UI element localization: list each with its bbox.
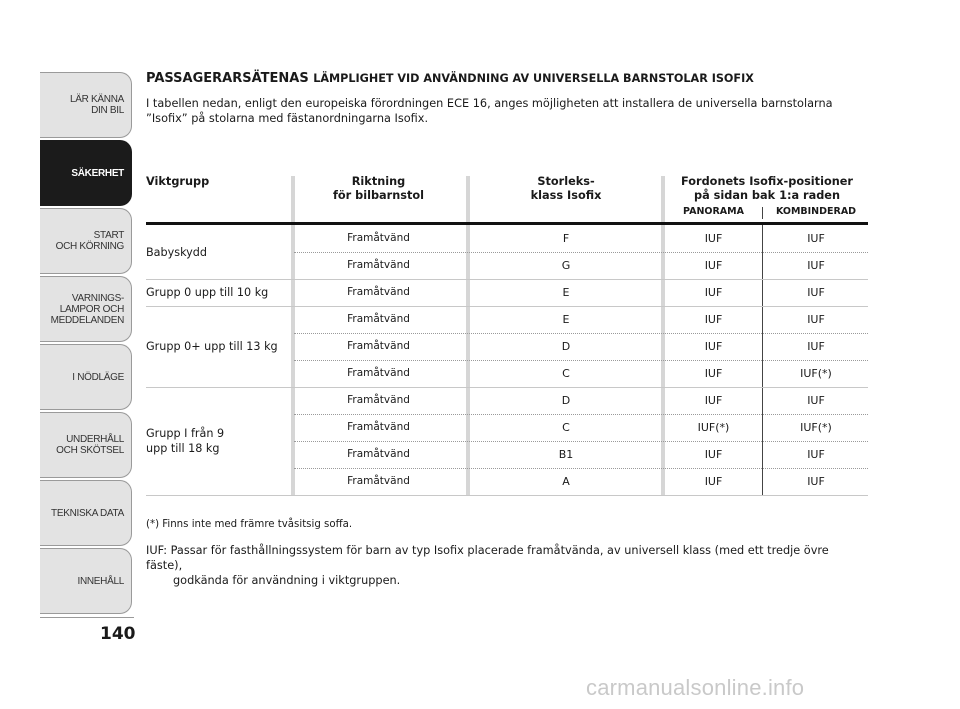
size-class-cell: B1	[558, 448, 574, 461]
weight-group-label: Grupp 0+ upp till 13 kg	[146, 340, 278, 353]
panorama-cell: IUF	[704, 394, 723, 407]
kombinderad-cell: IUF(*)	[800, 367, 832, 380]
header-storleksklass: Storleks- klass Isofix	[530, 175, 602, 202]
size-class-cell: D	[561, 394, 571, 407]
table-row	[146, 414, 868, 441]
watermark: carmanualsonline.info	[586, 675, 805, 700]
size-class-cell: G	[561, 259, 571, 272]
column-separator	[762, 441, 763, 468]
title-main: PASSAGERARSÄTENAS	[146, 71, 309, 86]
column-separator	[762, 252, 763, 279]
direction-cell: Framåtvänd	[347, 421, 410, 433]
row-rule	[294, 360, 868, 361]
group-rule	[146, 279, 868, 280]
subheader-separator	[762, 207, 763, 219]
column-separator	[762, 387, 763, 414]
chapter-tab[interactable]: LÄR KÄNNA DIN BIL	[40, 72, 132, 138]
chapter-tab[interactable]: VARNINGS- LAMPOR OCH MEDDELANDEN	[40, 276, 132, 342]
table-row	[146, 306, 868, 333]
header-panorama: PANORAMA	[683, 206, 744, 217]
row-rule	[294, 441, 868, 442]
direction-cell: Framåtvänd	[347, 232, 410, 244]
chapter-tab[interactable]: START OCH KÖRNING	[40, 208, 132, 274]
kombinderad-cell: IUF	[807, 475, 825, 488]
weight-group-label: Grupp 0 upp till 10 kg	[146, 286, 269, 299]
weight-group-label: Babyskydd	[146, 245, 207, 259]
table-row	[146, 225, 868, 252]
sidebar-bottom-divider	[40, 617, 134, 618]
column-separator	[762, 360, 763, 387]
panorama-cell: IUF	[704, 340, 723, 353]
header-isofix-positions: Fordonets Isofix-positioner på sidan bak 1:a raden	[681, 175, 853, 202]
table-row	[146, 468, 868, 495]
direction-cell: Framåtvänd	[347, 259, 410, 271]
direction-cell: Framåtvänd	[347, 475, 410, 487]
header-viktgrupp: Viktgrupp	[146, 175, 210, 188]
size-class-cell: E	[562, 313, 570, 326]
row-rule	[294, 414, 868, 415]
panorama-cell: IUF	[704, 259, 723, 272]
page-title	[146, 71, 906, 86]
kombinderad-cell: IUF	[807, 448, 825, 461]
row-rule	[294, 468, 868, 469]
group-rule	[146, 495, 868, 496]
chapter-tab[interactable]: INNEHÅLL	[40, 548, 132, 614]
title-sub: LÄMPLIGHET VID ANVÄNDNING AV UNIVERSELLA BARNSTOLAR ISOFIX	[313, 72, 754, 85]
column-separator	[762, 225, 763, 252]
size-class-cell: F	[562, 232, 570, 245]
header-riktning: Riktning för bilbarnstol	[332, 175, 425, 202]
table-row	[146, 387, 868, 414]
kombinderad-cell: IUF	[807, 313, 825, 326]
kombinderad-cell: IUF	[807, 286, 825, 299]
direction-cell: Framåtvänd	[347, 394, 410, 406]
table-row	[146, 252, 868, 279]
panorama-cell: IUF	[704, 232, 723, 245]
group-rule	[146, 387, 868, 388]
isofix-suitability-table	[146, 173, 868, 498]
row-rule	[294, 333, 868, 334]
intro-paragraph: I tabellen nedan, enligt den europeiska förordningen ECE 16, anges möjligheten att installera de universella barnstolarna ”Isofix” på stolarna med fästanordningarna Isofix.	[146, 97, 833, 125]
direction-cell: Framåtvänd	[347, 367, 410, 379]
chapter-tab[interactable]: UNDERHÅLL OCH SKÖTSEL	[40, 412, 132, 478]
iuf-definition-line2: godkända för användning i viktgruppen.	[173, 574, 401, 587]
header-kombinderad: KOMBINDERAD	[775, 206, 857, 217]
column-separator	[762, 414, 763, 441]
panorama-cell: IUF	[704, 475, 723, 488]
size-class-cell: D	[561, 340, 571, 353]
size-class-cell: C	[562, 367, 570, 380]
direction-cell: Framåtvänd	[347, 313, 410, 325]
direction-cell: Framåtvänd	[347, 286, 410, 298]
size-class-cell: C	[562, 421, 570, 434]
chapter-tab[interactable]: SÄKERHET	[40, 140, 132, 206]
weight-group-label: Grupp I från 9 upp till 18 kg	[146, 427, 225, 455]
size-class-cell: E	[562, 286, 570, 299]
panorama-cell: IUF	[704, 367, 723, 380]
kombinderad-cell: IUF	[807, 394, 825, 407]
size-class-cell: A	[562, 475, 570, 488]
column-separator	[762, 279, 763, 306]
chapter-tab[interactable]: I NÖDLÄGE	[40, 344, 132, 410]
column-separator	[762, 333, 763, 360]
table-row	[146, 441, 868, 468]
footnote: (*) Finns inte med främre tvåsitsig soffa.	[146, 519, 353, 530]
panorama-cell: IUF(*)	[697, 421, 730, 434]
panorama-cell: IUF	[704, 286, 723, 299]
panorama-cell: IUF	[704, 448, 723, 461]
kombinderad-cell: IUF	[807, 232, 825, 245]
table-row	[146, 360, 868, 387]
row-rule	[294, 252, 868, 253]
direction-cell: Framåtvänd	[347, 448, 410, 460]
page-number: 140	[100, 624, 136, 644]
iuf-definition-line1: IUF: Passar för fasthållningssystem för barn av typ Isofix placerade framåtvända, av universell klass (med ett tredje övre fäste),	[146, 544, 829, 572]
chapter-tab[interactable]: TEKNISKA DATA	[40, 480, 132, 546]
direction-cell: Framåtvänd	[347, 340, 410, 352]
kombinderad-cell: IUF	[807, 259, 825, 272]
kombinderad-cell: IUF	[807, 340, 825, 353]
column-separator	[762, 468, 763, 495]
iuf-definition	[146, 543, 866, 588]
kombinderad-cell: IUF(*)	[800, 421, 832, 434]
panorama-cell: IUF	[704, 313, 723, 326]
group-rule	[146, 306, 868, 307]
column-separator	[762, 306, 763, 333]
